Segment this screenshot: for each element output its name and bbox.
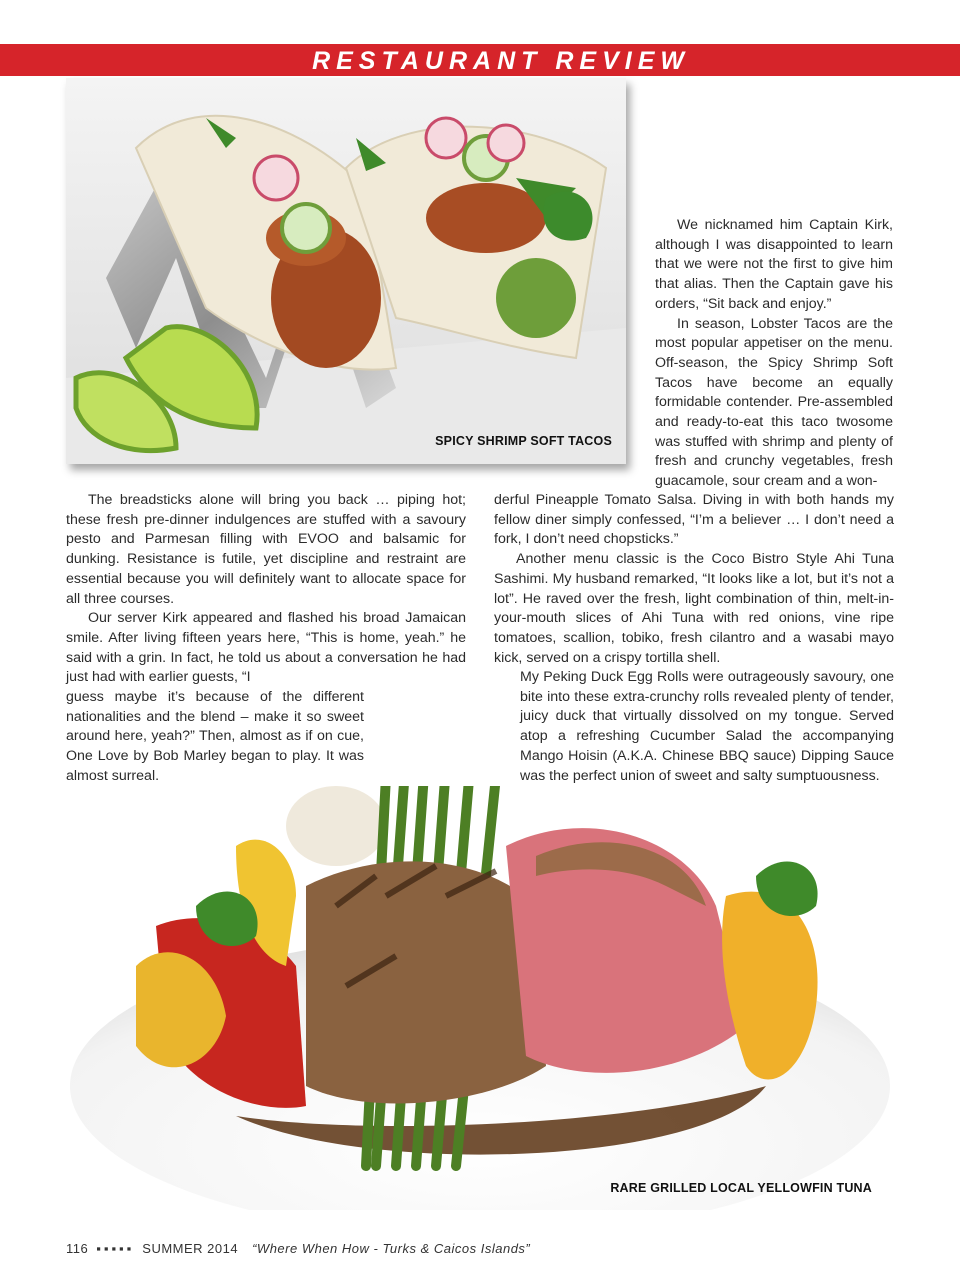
issue-label: SUMMER 2014 <box>142 1241 239 1256</box>
tuna-illustration <box>66 786 894 1210</box>
paragraph: We nicknamed him Captain Kirk, although I was disappointed to learn that we were not the first to give him that alias. Then the Captain gave his orders, “Sit back and enjoy.” <box>655 217 893 312</box>
paragraph: Our server Kirk appeared and flashed his broad Jamaican smile. After living fifteen years here, “This is home, yeah.” he said with a grin. In fact, he told us about a conversation he had just had with earlier guests, “I <box>66 610 466 686</box>
section-title: RESTAURANT REVIEW <box>312 47 690 75</box>
article-column-right-middle <box>494 491 894 668</box>
publication-name: “Where When How - Turks & Caicos Islands” <box>252 1241 531 1256</box>
tacos-illustration <box>66 78 626 464</box>
paragraph: guess maybe it’s because of the different nationalities and the blend – make it so sweet around here, yeah?” Then, almost as if on cue, One Love by Bob Marley began to play. It was almost surreal. <box>66 689 364 784</box>
paragraph: derful Pineapple Tomato Salsa. Diving in with both hands my fellow diner simply confessed, “I’m a believer … I don’t need a fork, I don’t need chopsticks.” <box>494 492 894 548</box>
tuna-caption: RARE GRILLED LOCAL YELLOWFIN TUNA <box>610 1181 872 1195</box>
page-number: 116 <box>66 1241 89 1256</box>
tacos-caption: SPICY SHRIMP SOFT TACOS <box>435 434 612 448</box>
photo-spicy-shrimp-tacos <box>66 78 626 464</box>
paragraph: The breadsticks alone will bring you back … piping hot; these fresh pre-dinner indulgences are stuffed with a savoury pesto and Parmesan filling with EVOO and balsamic for dunking. Resistance is futile, yet discipline and restraint are essential because you will definitely want to allocate space for all three courses. <box>66 492 466 607</box>
paragraph: My Peking Duck Egg Rolls were outrageously savoury, one bite into these extra-crunchy rolls revealed plenty of tender, juicy duck that virtually dissolved on my tongue. Served atop a refreshing Cucumber Salad the accompanying Mango Hoisin (A.K.A. Chinese BBQ sauce) Dipping Sauce was the perfect union of sweet and salty sumptuousness. <box>520 669 894 784</box>
article-column-right-bottom <box>520 668 894 786</box>
section-banner <box>0 44 960 76</box>
article-column-right-top <box>655 216 893 492</box>
footer-dots: ▪▪▪▪▪ <box>96 1241 135 1256</box>
photo-grilled-yellowfin-tuna <box>66 786 894 1210</box>
article-column-left-bottom <box>66 688 364 787</box>
article-column-left-top <box>66 491 466 688</box>
page-footer <box>66 1241 530 1256</box>
paragraph: In season, Lobster Tacos are the most popular appetiser on the menu. Off-season, the Spicy Shrimp Soft Tacos have become an equally formidable contender. Pre-assembled and ready-to-eat this taco twosome was stuffed with shrimp and plenty of fresh and crunchy vegetables, fresh guacamole, sour cream and a won- <box>655 315 893 490</box>
paragraph: Another menu classic is the Coco Bistro Style Ahi Tuna Sashimi. My husband remarked, “It looks like a lot, but it’s not a lot”. He raved over the fresh, light combination of thin, melt-in-your-mouth slices of Ahi Tuna with red onions, vine ripe tomatoes, scallion, tobiko, fresh cilantro and a wasabi mayo kick, served on a crispy tortilla shell. <box>494 551 894 666</box>
